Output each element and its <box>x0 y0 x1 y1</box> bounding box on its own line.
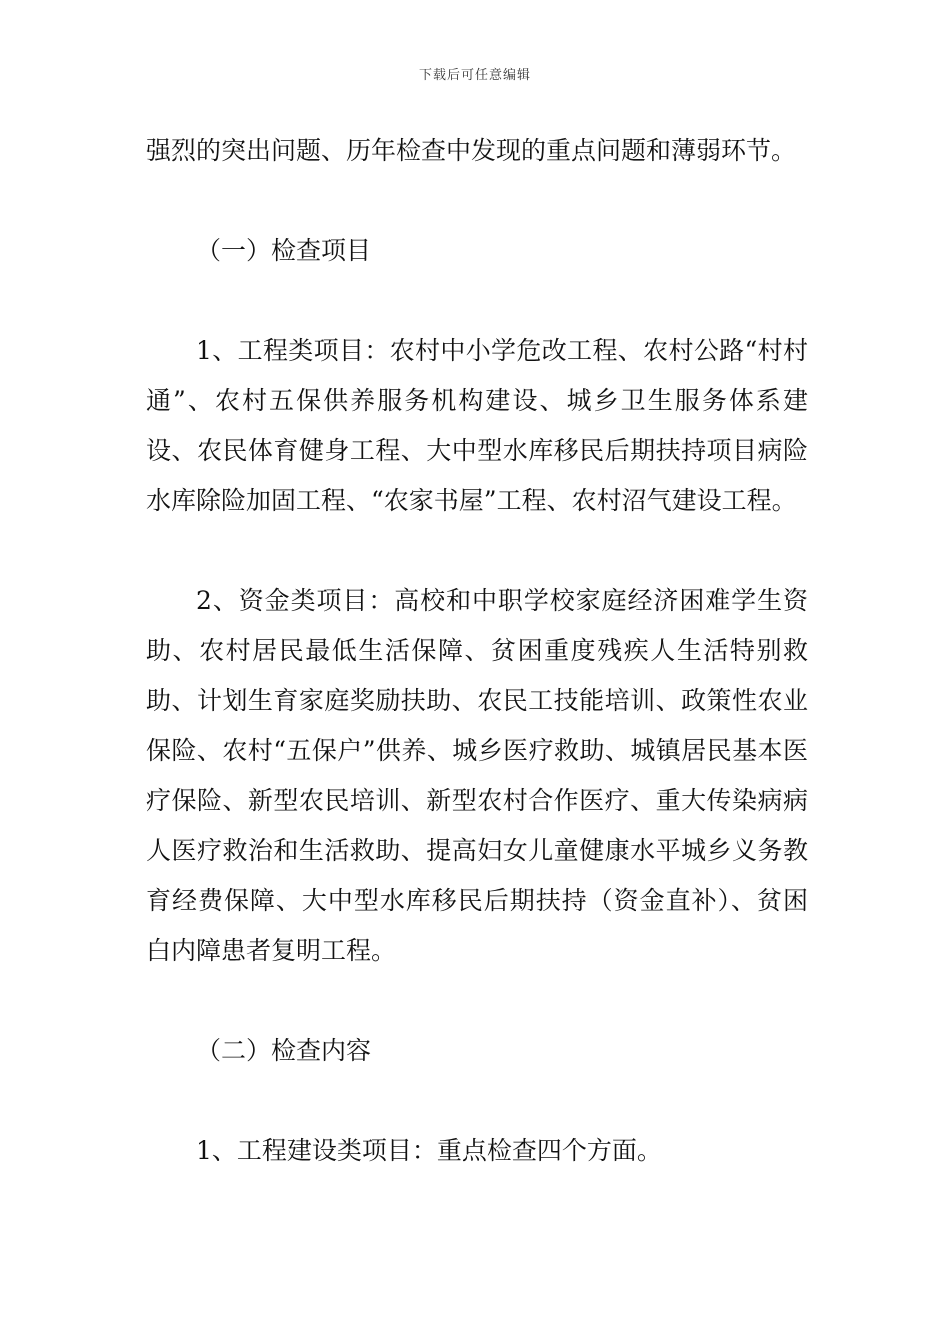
engineering-projects-paragraph: 1、工程类项目：农村中小学危改工程、农村公路“村村通”、农村五保供养服务机构建设、城乡卫生服务体系建设、农民体育健身工程、大中型水库移民后期扶持项目病险水库除险加固工程、“农家书屋”工程、农村沼气建设工程。 <box>146 336 808 515</box>
construction-projects-paragraph: 1、工程建设类项目：重点检查四个方面。 <box>196 1136 662 1165</box>
intro-paragraph: 强烈的突出问题、历年检查中发现的重点问题和薄弱环节。 <box>146 136 797 165</box>
section-heading-inspection-items: （一）检查项目 <box>196 236 372 265</box>
document-body <box>146 126 808 1176</box>
funding-projects-paragraph: 2、资金类项目：高校和中职学校家庭经济困难学生资助、农村居民最低生活保障、贫困重度残疾人生活特别救助、计划生育家庭奖励扶助、农民工技能培训、政策性农业保险、农村“五保户”供养、城乡医疗救助、城镇居民基本医疗保险、新型农民培训、新型农村合作医疗、重大传染病病人医疗救治和生活救助、提高妇女儿童健康水平城乡义务教育经费保障、大中型水库移民后期扶持（资金直补）、贫困白内障患者复明工程。 <box>146 586 808 965</box>
page-header: 下载后可任意编辑 <box>418 68 531 83</box>
section-heading-inspection-content: （二）检查内容 <box>196 1036 372 1065</box>
